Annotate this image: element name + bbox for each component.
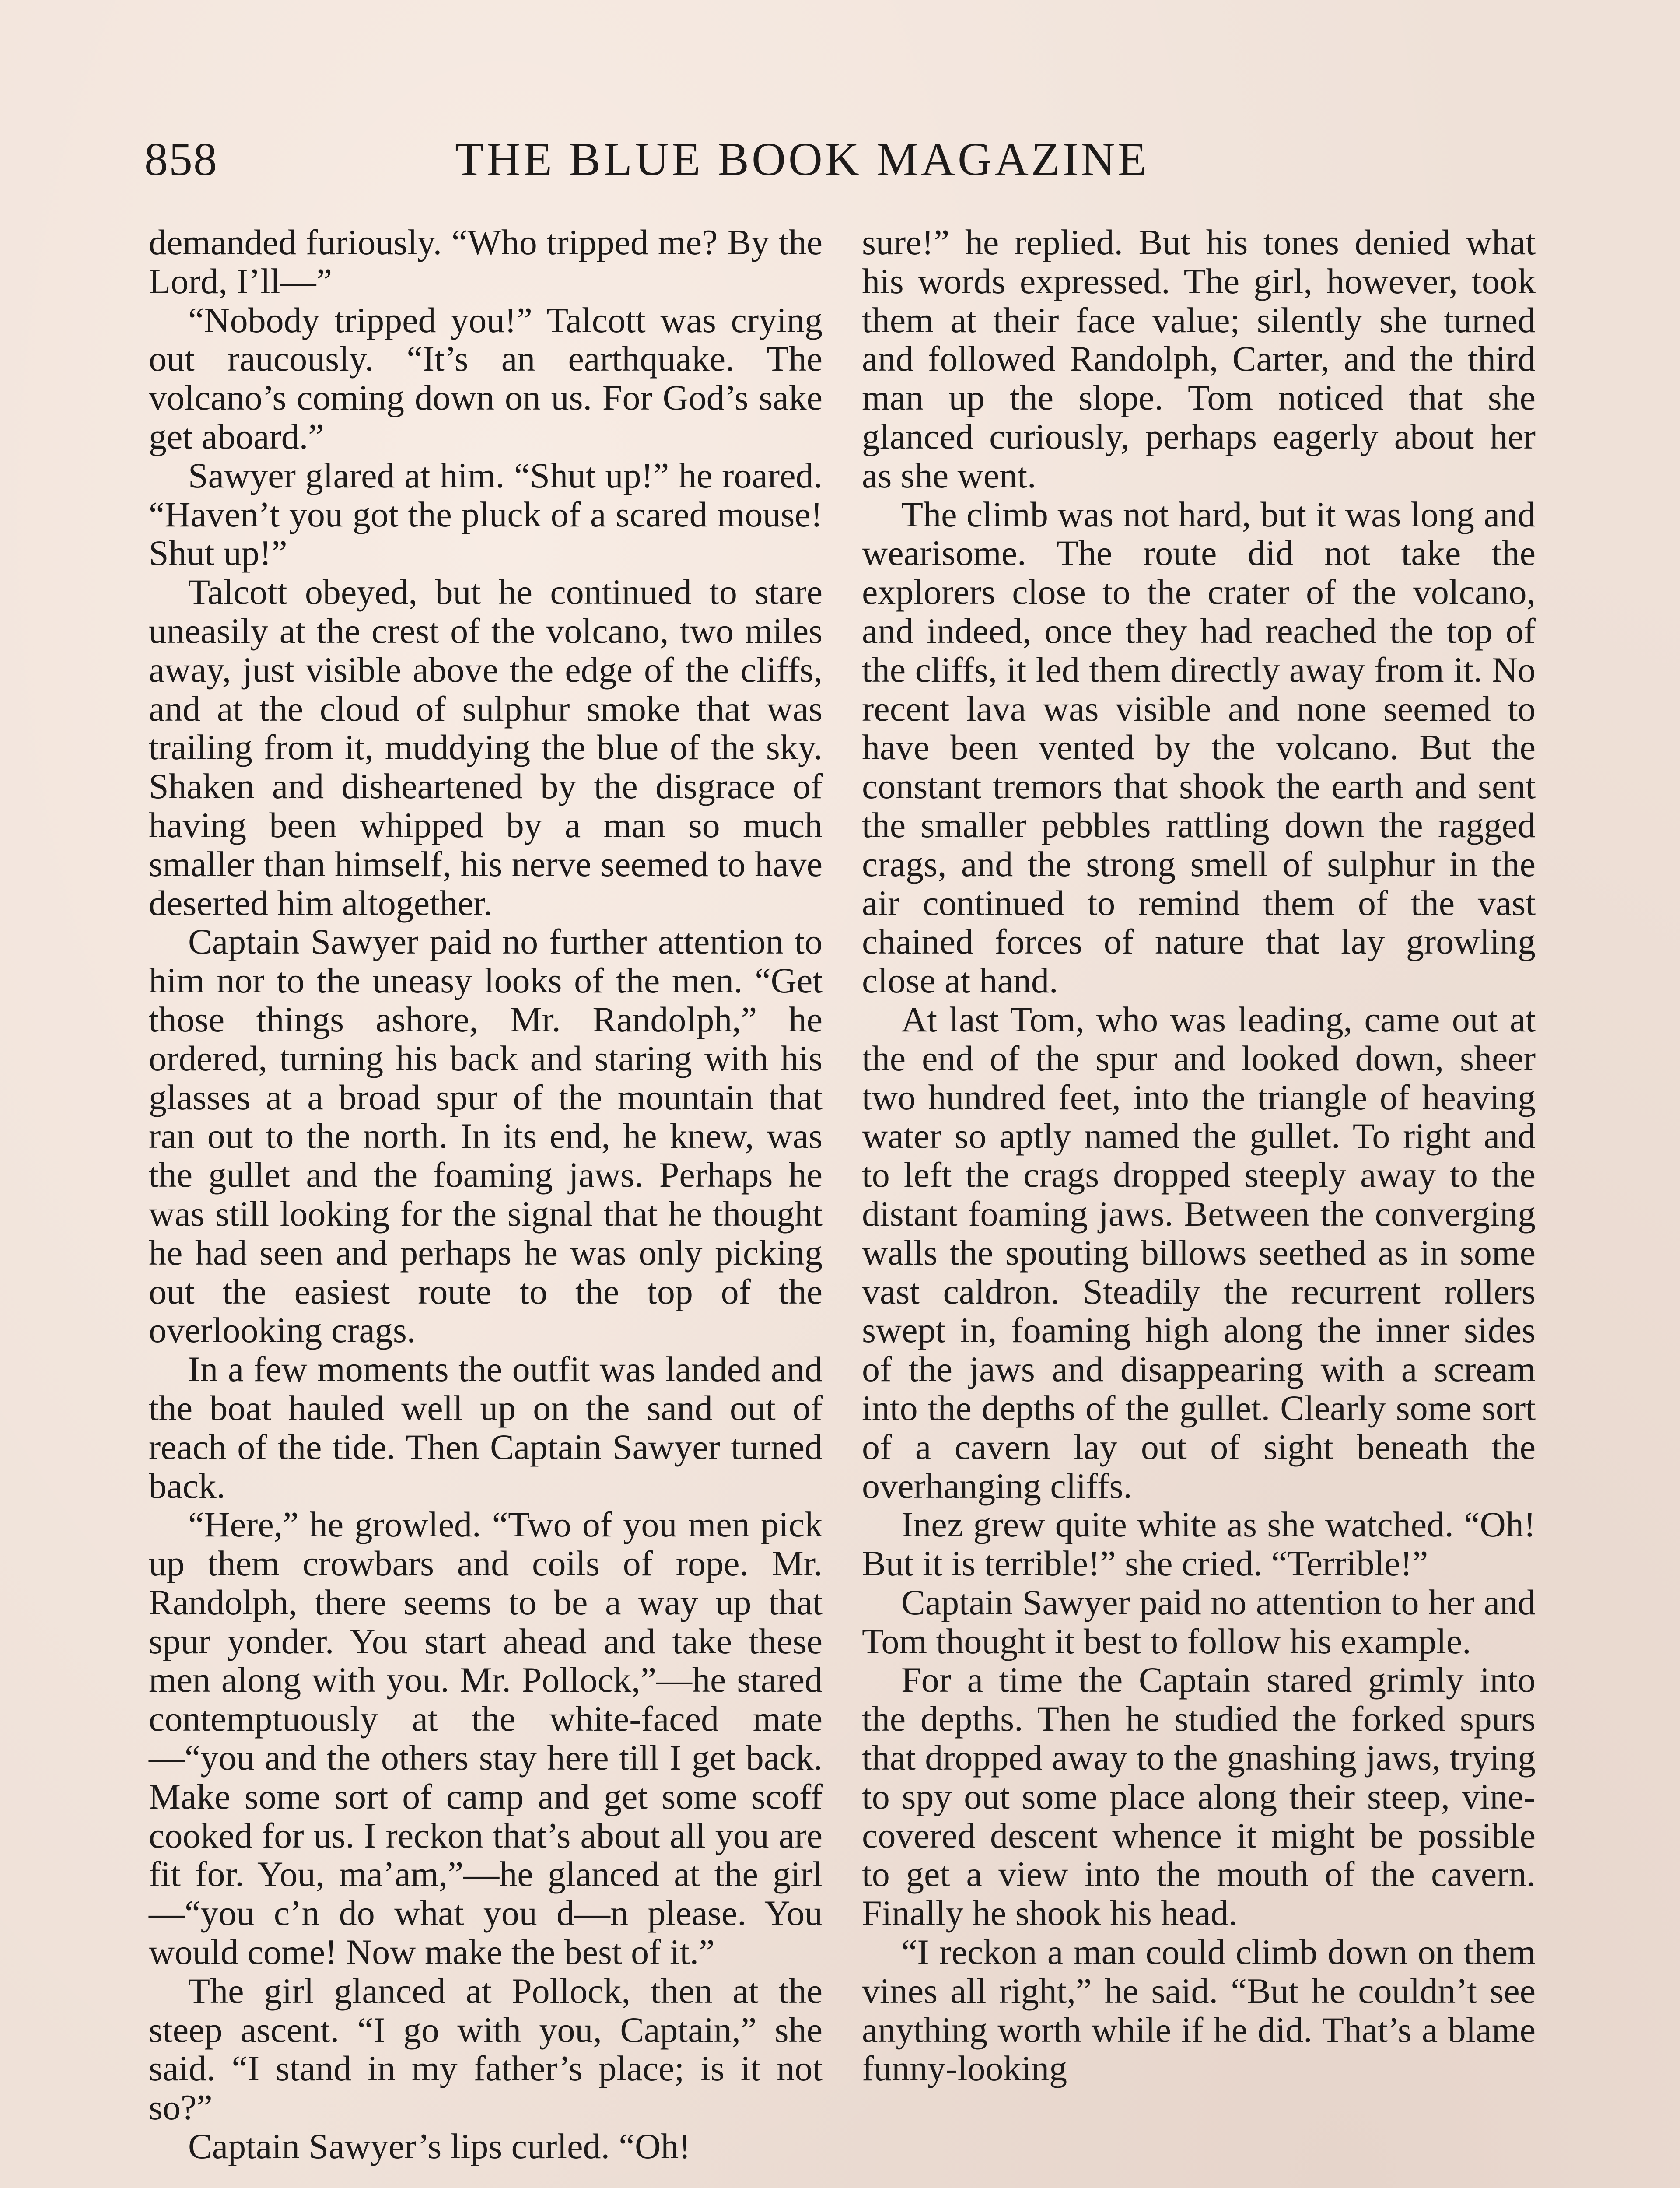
paragraph: Talcott obeyed, but he continued to stare uneasily at the crest of the volcano, two miles away, just visible above the edge of the cliffs, and at the cloud of sulphur smoke that was trailing from it, muddying the blue of the sky. Shaken and disheartened by the disgrace of having been whipped by a man so much smaller than himself, his nerve seemed to have deserted him altogether. [149,572,822,923]
magazine-title: THE BLUE BOOK MAGAZINE [455,133,1149,186]
paragraph: Captain Sawyer paid no attention to her and Tom thought it best to follow his example. [862,1582,1536,1661]
paragraph: “I reckon a man could climb down on them vines all right,” he said. “But he couldn’t see anything worth while if he did. That’s a blame funny-looking [862,1932,1536,2089]
paragraph: The climb was not hard, but it was long and wearisome. The route did not take the explorers close to the crater of the volcano, and indeed, once they had reached the top of the cliffs, it led them directly away from it. No recent lava was visible and none seemed to have been vented by the volcano. But the constant tremors that shook the earth and sent the smaller pebbles rattling down the ragged crags, and the strong smell of sulphur in the air continued to remind them of the vast chained forces of nature that lay growling close at hand. [862,494,1536,1001]
page-header [144,127,1536,193]
paragraph: “Here,” he growled. “Two of you men pick up them crowbars and coils of rope. Mr. Randolph, there seems to be a way up that spur yonder. You start ahead and take these men along with you. Mr. Pollock,”—he stared contemptuously at the white-faced mate—“you and the others stay here till I get back. Make some sort of camp and get some scoff cooked for us. I reckon that’s about all you are fit for. You, ma’am,”—he glanced at the girl—“you c’n do what you d—n please. You would come! Now make the best of it.” [149,1504,822,1972]
paragraph: Captain Sawyer paid no further attention to him nor to the uneasy looks of the men. “Get those things ashore, Mr. Randolph,” he ordered, turning his back and staring with his glasses at a broad spur of the mountain that ran out to the north. In its end, he knew, was the gullet and the foaming jaws. Perhaps he was still looking for the signal that he thought he had seen and perhaps he was only picking out the easiest route to the top of the overlooking crags. [149,922,822,1350]
page-number: 858 [144,133,218,186]
paragraph: The girl glanced at Pollock, then at the steep ascent. “I go with you, Captain,” she said. “I stand in my father’s place; is it not so?” [149,1971,822,2128]
paragraph: At last Tom, who was leading, came out at the end of the spur and looked down, sheer two hundred feet, into the triangle of heaving water so aptly named the gullet. To right and to left the crags dropped steeply away to the distant foaming jaws. Between the converging walls the spouting billows seethed as in some vast caldron. Steadily the recurrent rollers swept in, foaming high along the inner sides of the jaws and disappearing with a scream into the depths of the gullet. Clearly some sort of a cavern lay out of sight beneath the overhanging cliffs. [862,999,1536,1506]
paragraph: In a few moments the outfit was landed and the boat hauled well up on the sand out of reach of the tide. Then Captain Sawyer turned back. [149,1349,822,1506]
paragraph: “Nobody tripped you!” Talcott was crying out raucously. “It’s an earthquake. The volcano’s coming down on us. For God’s sake get aboard.” [149,300,822,456]
text-column-right [862,223,1536,2188]
text-column-left [149,223,822,2188]
paragraph: sure!” he replied. But his tones denied what his words expressed. The girl, however, took them at their face value; silently she turned and followed Randolph, Carter, and the third man up the slope. Tom noticed that she glanced curiously, perhaps eagerly about her as she went. [862,222,1536,495]
paragraph: Inez grew quite white as she watched. “Oh! But it is terrible!” she cried. “Terrible!” [862,1504,1536,1584]
paragraph: Sawyer glared at him. “Shut up!” he roared. “Haven’t you got the pluck of a scared mouse! Shut up!” [149,455,822,573]
paragraph: For a time the Captain stared grimly into the depths. Then he studied the forked spurs that dropped away to the gnashing jaws, trying to spy out some place along their steep, vine-covered descent whence it might be possible to get a view into the mouth of the cavern. Finally he shook his head. [862,1660,1536,1933]
paragraph: Captain Sawyer’s lips curled. “Oh! [188,2126,691,2167]
paragraph: demanded furiously. “Who tripped me? By the Lord, I’ll—” [149,222,822,301]
